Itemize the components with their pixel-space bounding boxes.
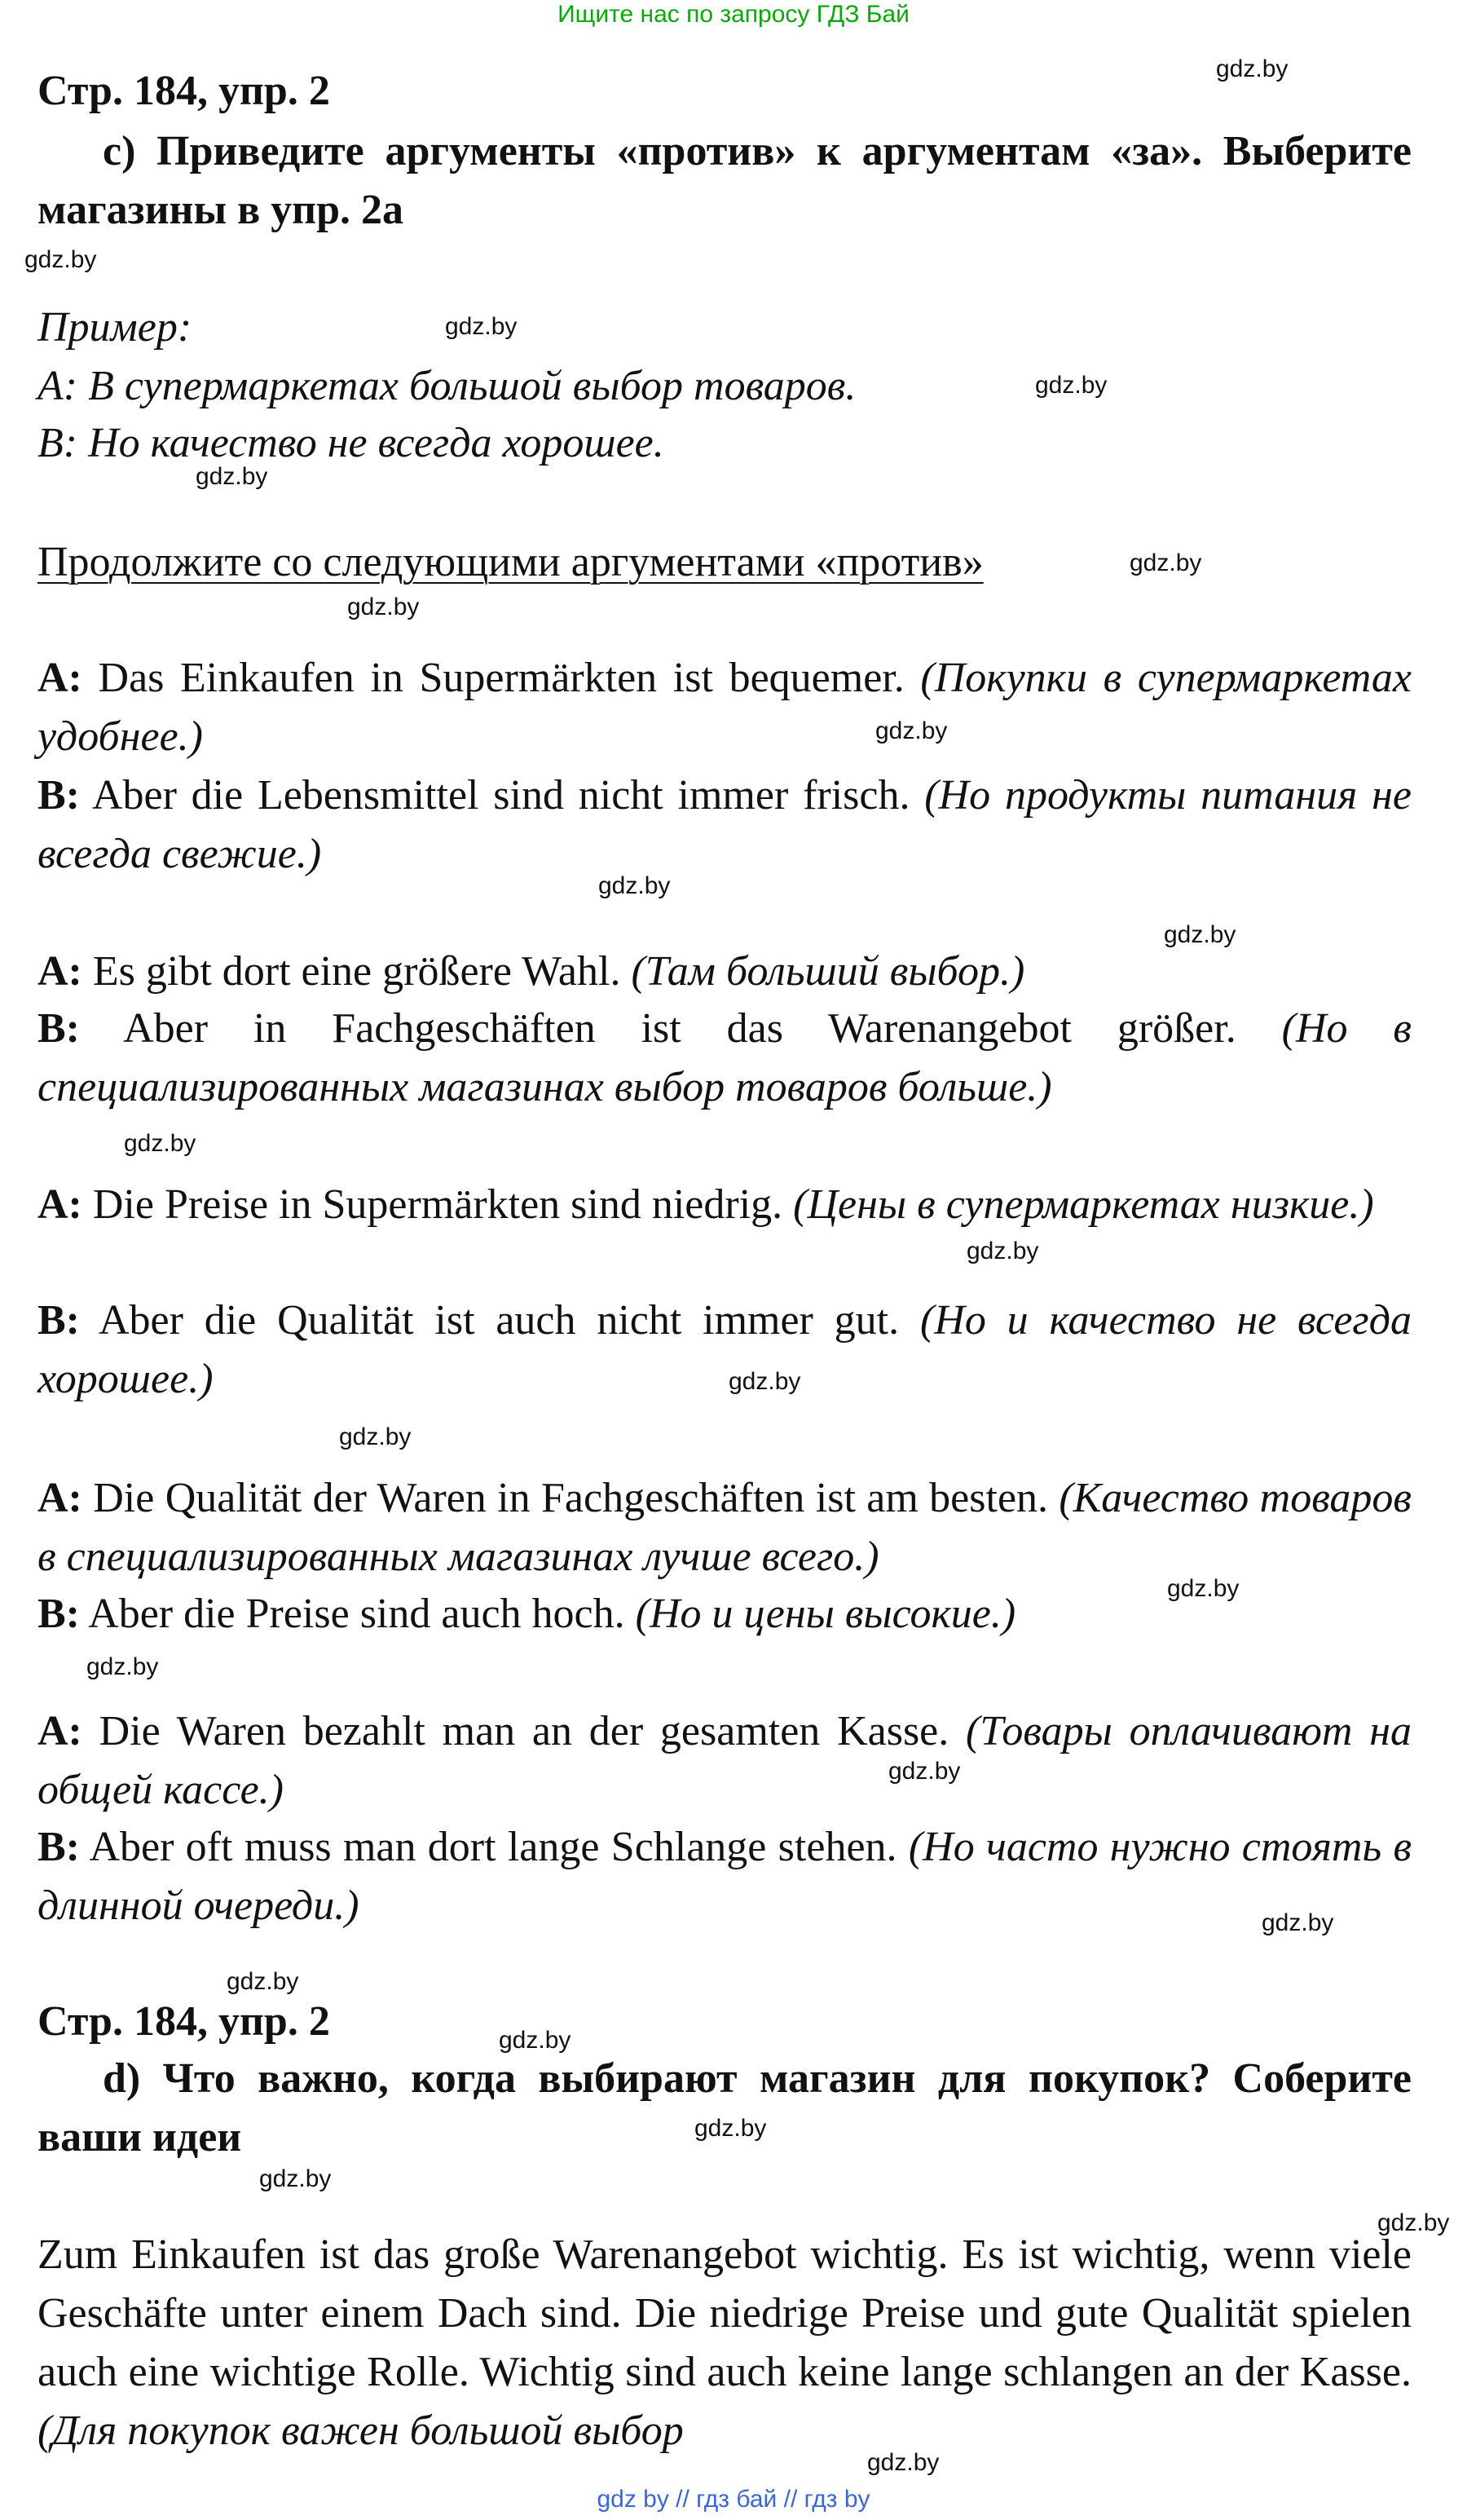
example-line-a: А: В супермаркетах большой выбор товаров.: [37, 363, 857, 409]
watermark: gdz.by: [24, 246, 97, 273]
watermark: gdz.by: [339, 1423, 412, 1450]
german-line: Aber die Preise sind auch hoch.: [88, 1591, 625, 1637]
watermark: gdz.by: [259, 2165, 332, 2192]
dialogue-3-a: [37, 1176, 1412, 1234]
watermark: gdz.by: [124, 1130, 196, 1157]
german-line: Es gibt dort eine größere Wahl.: [92, 948, 621, 995]
dialogue-4-a: [37, 1469, 1412, 1587]
german-line: Das Einkaufen in Supermärkten ist bequemer.: [98, 655, 905, 701]
watermark: gdz.by: [729, 1368, 801, 1395]
dialogue-3-b: [37, 1291, 1412, 1409]
translation: (Качество товаров в специализированных магазинах лучше всего.): [37, 1475, 1412, 1580]
watermark: gdz.by: [598, 872, 671, 899]
speaker-b-label: B:: [37, 1824, 80, 1870]
watermark: gdz.by: [86, 1653, 159, 1680]
translation: (Но в специализированных магазинах выбор товаров больше.): [37, 1005, 1412, 1110]
translation: (Но продукты питания не всегда свежие.): [37, 772, 1412, 877]
german-line: Die Preise in Supermärkten sind niedrig.: [92, 1181, 783, 1228]
german-line: Aber die Lebensmittel sind nicht immer frisch.: [91, 772, 910, 819]
dialogue-2-a: [37, 942, 1412, 1001]
watermark: gdz.by: [196, 463, 268, 490]
watermark: gdz.by: [1262, 1909, 1334, 1936]
watermark: gdz.by: [1216, 55, 1289, 82]
bottom-banner[interactable]: gdz by // гдз бай // гдз by: [597, 2486, 870, 2513]
watermark: gdz.by: [888, 1758, 961, 1785]
translation: (Цены в супермаркетах низкие.): [793, 1181, 1374, 1228]
watermark: gdz.by: [445, 313, 518, 340]
section-2-paragraph: [37, 2226, 1412, 2460]
section-1-task: c) Приведите аргументы «против» к аргументам «за». Выберите магазины в упр. 2а: [37, 128, 1412, 233]
watermark: gdz.by: [499, 2027, 571, 2054]
speaker-a-label: A:: [37, 1708, 82, 1754]
dialogue-1-b: [37, 766, 1412, 884]
translation: (Но и качество не всегда хорошее.): [37, 1297, 1412, 1402]
dialogue-1-a: [37, 649, 1412, 766]
example-line-b: В: Но качество не всегда хорошее.: [37, 420, 664, 466]
instruction-text: Продолжите со следующими аргументами «против»: [37, 539, 984, 585]
german-line: Aber in Fachgeschäften ist das Warenangebot größer.: [123, 1005, 1236, 1052]
speaker-b-label: B:: [37, 772, 80, 819]
speaker-a-label: A:: [37, 948, 82, 995]
watermark: gdz.by: [1377, 2209, 1450, 2236]
dialogue-2-b: [37, 1000, 1412, 1117]
dialogue-5-a: [37, 1702, 1412, 1820]
translation: (Покупки в супермаркетах удобнее.): [37, 655, 1412, 760]
german-line: Die Qualität der Waren in Fachgeschäften ist am besten.: [93, 1475, 1049, 1521]
speaker-a-label: A:: [37, 1181, 82, 1228]
top-banner[interactable]: Ищите нас по запросу ГДЗ Бай: [557, 1, 910, 28]
watermark: gdz.by: [347, 594, 420, 620]
translation: (Там больший выбор.): [631, 948, 1025, 995]
watermark: gdz.by: [1167, 1575, 1240, 1602]
translation: (Но часто нужно стоять в длинной очереди.): [37, 1824, 1412, 1929]
speaker-b-label: B:: [37, 1297, 80, 1344]
german-line: Aber die Qualität ist auch nicht immer gut.: [98, 1297, 900, 1344]
watermark: gdz.by: [967, 1238, 1039, 1264]
speaker-a-label: A:: [37, 655, 82, 701]
speaker-b-label: B:: [37, 1005, 80, 1052]
german-line: Aber oft muss man dort lange Schlange stehen.: [89, 1824, 897, 1870]
example-label: Пример:: [37, 304, 192, 351]
instruction: [37, 533, 1412, 592]
translation: (Но и цены высокие.): [635, 1591, 1016, 1637]
paragraph-translation: (Для покупок важен большой выбор: [37, 2407, 684, 2454]
dialogue-5-b: [37, 1818, 1412, 1935]
watermark: gdz.by: [227, 1968, 299, 1995]
watermark: gdz.by: [1164, 921, 1236, 948]
watermark: gdz.by: [694, 2115, 767, 2142]
speaker-b-label: B:: [37, 1591, 80, 1637]
watermark: gdz.by: [875, 717, 948, 744]
german-line: Die Waren bezahlt man an der gesamten Kasse.: [99, 1708, 949, 1754]
watermark: gdz.by: [1130, 549, 1202, 576]
translation: (Товары оплачивают на общей кассе.): [37, 1708, 1412, 1813]
paragraph-text: Zum Einkaufen ist das große Warenangebot wichtig. Es ist wichtig, wenn viele Geschäfte unter einem Dach sind. Die niedrige Preise und gute Qualität spielen auch eine wichtige Rolle. Wichtig sind auch keine lange schlangen an der Kasse.: [37, 2231, 1412, 2395]
section-2-task: d) Что важно, когда выбирают магазин для покупок? Соберите ваши идеи: [37, 2055, 1412, 2160]
section-2-heading: Стр. 184, упр. 2: [37, 1998, 330, 2045]
watermark: gdz.by: [1035, 372, 1108, 399]
watermark: gdz.by: [867, 2449, 940, 2476]
speaker-a-label: A:: [37, 1475, 82, 1521]
section-1-heading: Стр. 184, упр. 2: [37, 68, 330, 114]
